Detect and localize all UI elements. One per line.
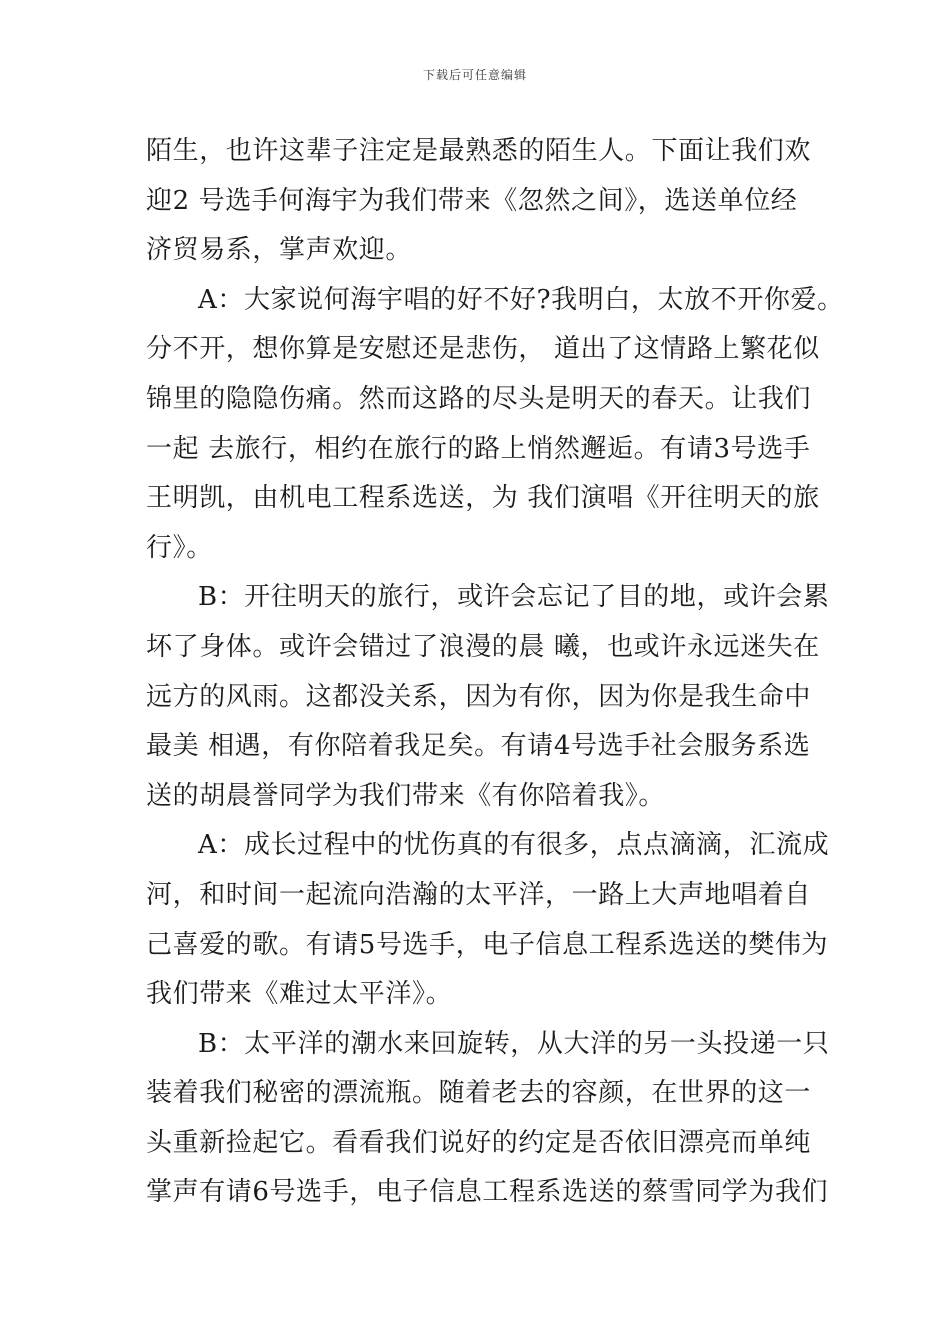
text-line: 己喜爱的歌。有请5号选手，电子信息工程系选送的樊伟为 xyxy=(146,929,829,960)
paragraph-first-line: B：开往明天的旅行，或许会忘记了目的地，或许会累 xyxy=(198,582,830,613)
text-line: 最美 相遇，有你陪着我足矣。有请4号选手社会服务系选 xyxy=(146,731,811,762)
text-line: 济贸易系，掌声欢迎。 xyxy=(146,235,413,266)
text-line: 行》。 xyxy=(146,532,213,563)
text-line: 头重新捡起它。看看我们说好的约定是否依旧漂亮而单纯 xyxy=(146,1127,812,1158)
text-line: 一起 去旅行，相约在旅行的路上悄然邂逅。有请3号选手 xyxy=(146,433,811,464)
paragraph-first-line: A：成长过程中的忧伤真的有很多，点点滴滴，汇流成 xyxy=(198,830,830,861)
text-line: 装着我们秘密的漂流瓶。随着老去的容颜，在世界的这一 xyxy=(146,1078,812,1109)
text-line: 我们带来《难过太平洋》。 xyxy=(146,979,453,1010)
text-line: 迎2 号选手何海宇为我们带来《忽然之间》，选送单位经 xyxy=(146,185,798,216)
text-line: 王明凯，由机电工程系选送，为 我们演唱《开往明天的旅 xyxy=(146,483,820,514)
paragraph-first-line: B：太平洋的潮水来回旋转，从大洋的另一头投递一只 xyxy=(198,1028,830,1059)
text-line: 陌生，也许这辈子注定是最熟悉的陌生人。下面让我们欢 xyxy=(146,136,812,166)
page-header-note: 下载后可任意编辑 xyxy=(422,68,527,82)
text-line: 掌声有请6号选手，电子信息工程系选送的蔡雪同学为我们 xyxy=(146,1177,829,1208)
text-line: 坏了身体。或许会错过了浪漫的晨 曦，也或许永远迷失在 xyxy=(146,631,820,662)
paragraph-first-line: A：大家说何海宇唱的好不好?我明白，太放不开你爱。 xyxy=(198,284,844,315)
text-line: 河，和时间一起流向浩瀚的太平洋，一路上大声地唱着自 xyxy=(146,879,812,910)
text-line: 分不开，想你算是安慰还是悲伤， 道出了这情路上繁花似 xyxy=(146,334,820,365)
text-line: 远方的风雨。这都没关系，因为有你，因为你是我生命中 xyxy=(146,681,812,712)
document-body xyxy=(146,127,844,1218)
text-line: 锦里的隐隐伤痛。然而这路的尽头是明天的春天。让我们 xyxy=(146,383,812,414)
text-line: 送的胡晨誉同学为我们带来《有你陪着我》。 xyxy=(146,780,666,811)
